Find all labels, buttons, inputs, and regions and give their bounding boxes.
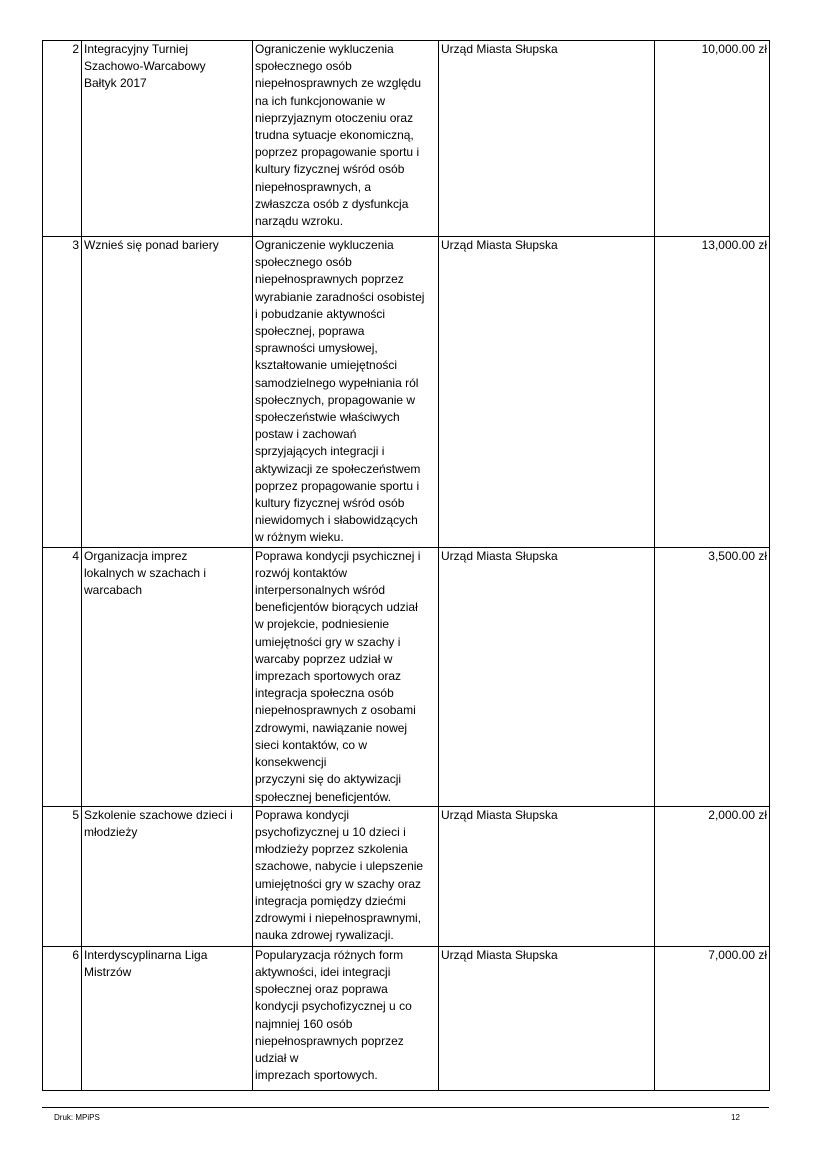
task-description-cell <box>253 946 439 1090</box>
task-description-line: warcaby poprzez udział w <box>255 651 393 666</box>
task-description-line: wyrabianie zaradności osobistej <box>255 289 425 304</box>
task-description-line: sprzyjających integracji i <box>255 444 385 459</box>
task-description-line: udział w <box>255 1050 299 1065</box>
task-description-line: umiejętności gry w szachy oraz <box>255 876 422 891</box>
task-description-line: aktywności, idei integracji <box>255 964 391 979</box>
task-description-line: Popularyzacja różnych form <box>255 947 404 962</box>
funding-body: Urząd Miasta Słupska <box>441 238 558 252</box>
row-number: 3 <box>72 238 79 252</box>
row-number: 2 <box>72 42 79 56</box>
tasks-table <box>42 40 770 1091</box>
task-description-line: nieprzyjaznym otoczeniu oraz <box>255 110 414 125</box>
task-name-line: lokalnych w szachach i <box>84 565 207 580</box>
funding-body-cell <box>439 41 655 237</box>
task-description-line: społeczeństwie właściwych <box>255 410 400 425</box>
task-description-cell <box>253 806 439 946</box>
task-description-line: zwłaszcza osób z dysfunkcja <box>255 196 409 211</box>
amount: 3,500.00 zł <box>708 548 767 563</box>
task-description-line: społecznego osób <box>255 59 352 74</box>
row-number-cell <box>43 41 82 237</box>
task-name-line: Integracyjny Turniej <box>84 42 189 56</box>
task-name-line: Szachowo-Warcabowy <box>84 59 206 74</box>
task-description-line: społecznej beneficjentów. <box>255 789 392 804</box>
task-name-line: Bałtyk 2017 <box>84 76 147 91</box>
funding-body-cell <box>439 237 655 548</box>
task-description-line: narządu wzroku. <box>255 214 344 229</box>
funding-body-cell <box>439 946 655 1090</box>
task-description-line: niepełnosprawnych poprzez <box>255 272 404 287</box>
task-description-line: postaw i zachowań <box>255 427 357 442</box>
task-description-line: imprezach sportowych oraz <box>255 669 402 684</box>
row-number-cell <box>43 946 82 1090</box>
task-description-line: samodzielnego wypełniania ról <box>255 375 419 390</box>
funding-body-cell <box>439 806 655 946</box>
task-description-line: młodzieży poprzez szkolenia <box>255 842 408 857</box>
table-row <box>43 946 770 1090</box>
amount-cell <box>655 806 770 946</box>
task-description-line: sprawności umysłowej, <box>255 341 378 356</box>
task-description-cell <box>253 237 439 548</box>
task-description-line: trudna sytuacje ekonomiczną, <box>255 128 414 143</box>
task-description-line: nauka zdrowej rywalizacji. <box>255 928 394 943</box>
task-name-line: Szkolenie szachowe dzieci i <box>84 807 233 822</box>
row-number-cell <box>43 806 82 946</box>
task-description-line: integracja społeczna osób <box>255 686 394 701</box>
task-description-line: niepełnosprawnych poprzez <box>255 1033 404 1048</box>
task-description-line: i pobudzanie aktywności <box>255 306 386 321</box>
row-number-cell <box>43 237 82 548</box>
task-description-line: aktywizacji ze społeczeństwem <box>255 461 421 476</box>
amount-cell <box>655 946 770 1090</box>
table-row <box>43 237 770 548</box>
page-number: 12 <box>731 1113 740 1122</box>
task-description-line: imprezach sportowych. <box>255 1068 378 1083</box>
task-description-line: najmniej 160 osób <box>255 1016 353 1031</box>
task-description-line: psychofizycznej u 10 dzieci i <box>255 824 406 839</box>
funding-body: Urząd Miasta Słupska <box>441 807 558 822</box>
task-description-line: kondycji psychofizycznej u co <box>255 999 412 1014</box>
footer-print-label: Druk: MPiPS <box>54 1113 100 1122</box>
row-number: 5 <box>72 807 79 822</box>
task-description-line: zdrowymi i niepełnosprawnymi, <box>255 910 422 925</box>
task-description-line: niepełnosprawnych ze względu <box>255 76 422 91</box>
task-description-line: rozwój kontaktów <box>255 565 348 580</box>
task-description-line: społecznych, propagowanie w <box>255 392 416 407</box>
task-description-line: umiejętności gry w szachy i <box>255 634 401 649</box>
table-row <box>43 806 770 946</box>
task-description-line: Ograniczenie wykluczenia <box>255 238 394 252</box>
funding-body: Urząd Miasta Słupska <box>441 42 558 56</box>
task-name-cell <box>82 237 253 548</box>
task-description-line: sieci kontaktów, co w <box>255 737 368 752</box>
task-description-line: szachowe, nabycie i ulepszenie <box>255 859 424 874</box>
funding-body-cell <box>439 547 655 806</box>
table-row <box>43 547 770 806</box>
row-number: 4 <box>72 548 79 563</box>
amount: 10,000.00 zł <box>701 42 767 56</box>
task-description-line: na ich funkcjonowanie w <box>255 93 386 108</box>
task-description-line: kultury fizycznej wśród osób <box>255 496 405 511</box>
row-number: 6 <box>72 947 79 962</box>
task-description-line: społecznej, poprawa <box>255 324 365 339</box>
task-description-line: w różnym wieku. <box>255 530 344 545</box>
task-description-line: społecznego osób <box>255 255 352 270</box>
row-number-cell <box>43 547 82 806</box>
task-description-line: poprzez propagowanie sportu i <box>255 478 420 493</box>
task-description-line: konsekwencji <box>255 755 327 770</box>
funding-body: Urząd Miasta Słupska <box>441 947 558 962</box>
task-description-line: zdrowymi, nawiązanie nowej <box>255 720 408 735</box>
tasks-table-body <box>43 41 770 1091</box>
amount: 13,000.00 zł <box>701 238 767 252</box>
task-name-cell <box>82 806 253 946</box>
task-name-line: Mistrzów <box>84 964 132 979</box>
amount-cell <box>655 547 770 806</box>
task-name-cell <box>82 547 253 806</box>
amount: 2,000.00 zł <box>708 807 767 822</box>
task-name-line: młodzieży <box>84 824 138 839</box>
task-description-line: społecznej oraz poprawa <box>255 982 388 997</box>
task-name-line: warcabach <box>84 583 143 598</box>
task-name-line: Interdyscyplinarna Liga <box>84 947 208 962</box>
task-description-line: niepełnosprawnych z osobami <box>255 703 416 718</box>
task-description-line: w projekcie, podniesienie <box>255 617 390 632</box>
amount: 7,000.00 zł <box>708 947 767 962</box>
task-description-line: niepełnosprawnych, a <box>255 179 372 194</box>
task-description-line: beneficjentów biorących udział <box>255 600 418 615</box>
task-description-cell <box>253 41 439 237</box>
amount-cell <box>655 237 770 548</box>
task-description-line: niewidomych i słabowidzących <box>255 513 418 528</box>
table-row <box>43 41 770 237</box>
task-description-line: integracja pomiędzy dziećmi <box>255 893 406 908</box>
task-description-line: poprzez propagowanie sportu i <box>255 145 420 160</box>
task-description-line: Poprawa kondycji psychicznej i <box>255 548 421 563</box>
task-description-line: interpersonalnych wśród <box>255 583 386 598</box>
task-description-cell <box>253 547 439 806</box>
task-name-cell <box>82 946 253 1090</box>
task-description-line: Poprawa kondycji <box>255 807 350 822</box>
funding-body: Urząd Miasta Słupska <box>441 548 558 563</box>
footer-divider <box>42 1107 769 1108</box>
task-name-line: Wznieś się ponad bariery <box>84 238 219 252</box>
task-name-line: Organizacja imprez <box>84 548 188 563</box>
task-name-cell <box>82 41 253 237</box>
task-description-line: kształtowanie umiejętności <box>255 358 398 373</box>
task-description-line: Ograniczenie wykluczenia <box>255 42 394 56</box>
task-description-line: kultury fizycznej wśród osób <box>255 162 405 177</box>
task-description-line: przyczyni się do aktywizacji <box>255 772 402 787</box>
amount-cell <box>655 41 770 237</box>
